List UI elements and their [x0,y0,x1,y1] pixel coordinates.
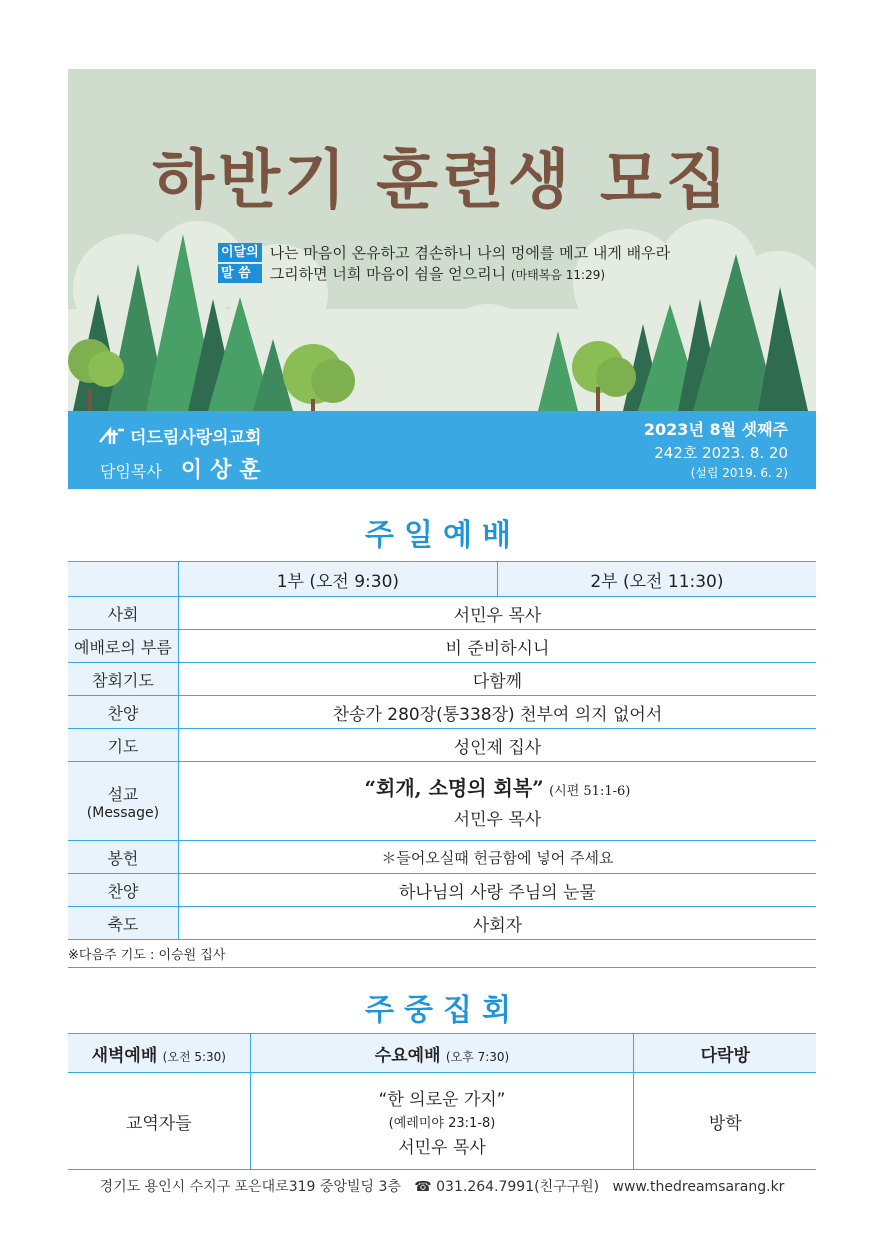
issue-info [644,417,788,481]
sunday-worship-table [68,561,816,940]
church-name: 더드림사랑의교회 [130,428,262,448]
row-label: 축도 [68,907,178,940]
table-row [68,907,816,940]
row-label: 참회기도 [68,663,178,696]
wednesday-sermon-reference: (예레미야 23:1-8) [388,1115,496,1131]
row-label-sub: (Message) [86,804,160,821]
row-label: 사회 [68,597,178,630]
dawn-service-time: (오전 5:30) [162,1049,226,1064]
sermon-reference: (시편 51:1-6) [549,784,631,799]
wednesday-service-cell [250,1073,634,1170]
verse-reference: (마태복음 11:29) [510,268,606,282]
sunday-worship-title: 주일예배 [365,518,521,553]
next-week-note: ※다음주 기도 : 이승원 집사 [68,944,816,968]
row-label: 찬양 [68,696,178,729]
banner [68,69,816,411]
service-1-header: 1부 (오전 9:30) [178,562,497,597]
worship-header-row [68,562,816,597]
small-group-header: 다락방 [634,1034,816,1073]
banner-headline: 하반기 훈련생 모집 [152,144,732,218]
footer [68,1176,816,1196]
row-label: 봉헌 [68,841,178,874]
table-row [68,841,816,874]
sermon-cell [178,762,816,841]
table-row [68,630,816,663]
gathering-body-row [68,1073,816,1170]
row-label: 예배로의 부름 [68,630,178,663]
table-row [68,874,816,907]
weekday-gathering-title: 주중집회 [365,993,521,1028]
sermon-label-cell [68,762,178,841]
row-value: 비 준비하시니 [178,630,816,663]
church-logo [98,423,261,448]
row-value: 다함께 [178,663,816,696]
dawn-service-leader: 교역자들 [68,1073,250,1170]
small-group-status: 방학 [634,1073,816,1170]
sermon-row [68,762,816,841]
founded-date: (설립 2019. 6. 2) [690,466,788,480]
pastor-label: 담임목사 [100,462,162,481]
telephone-icon: ☎ [414,1179,432,1195]
wednesday-service-header [250,1034,634,1073]
wednesday-service-name: 수요예배 [374,1045,441,1066]
church-logo-icon [98,426,126,446]
weekday-gathering-table [68,1033,816,1170]
row-value: 찬송가 280장(통338장) 천부여 의지 없어서 [178,696,816,729]
verse-tag [218,243,262,285]
verse-tag-line2: 말 씀 [218,264,262,283]
row-value: 서민우 목사 [178,597,816,630]
phone-number: 031.264.7991(친구구원) [436,1179,600,1195]
verse-line1: 나는 마음이 온유하고 겸손하니 나의 멍에를 메고 내게 배우라 [269,244,671,262]
dawn-service-name: 새벽예배 [91,1045,158,1066]
week-label: 2023년 8월 셋째주 [643,420,788,439]
gathering-header-row [68,1034,816,1073]
website-link[interactable]: www.thedreamsarang.kr [612,1179,785,1195]
pastor-name: 이상훈 [180,458,269,483]
table-row [68,729,816,762]
forest-illustration [68,69,816,411]
church-address: 경기도 용인시 수지구 포은대로319 중앙빌딩 3층 [99,1179,401,1195]
pastor-info [100,453,269,484]
wednesday-sermon-title: “한 의로운 가지” [378,1089,506,1110]
row-label: 찬양 [68,874,178,907]
row-value: ＊들어오실때 헌금함에 넣어 주세요 [178,841,816,874]
row-value: 사회자 [178,907,816,940]
service-2-header: 2부 (오전 11:30) [497,562,816,597]
verse-tag-line1: 이달의 [218,243,262,262]
table-row [68,597,816,630]
church-info-bar [68,411,816,489]
table-row [68,696,816,729]
verse-line2: 그리하면 너희 마음이 쉼을 얻으리니 [269,265,507,283]
row-value: 서민우 목사 [453,810,542,830]
row-label: 설교 [107,784,139,804]
wednesday-service-time: (오후 7:30) [445,1049,510,1064]
verse-text [270,243,670,286]
row-value: 하나님의 사랑 주님의 눈물 [178,874,816,907]
dawn-service-header [68,1034,250,1073]
wednesday-preacher: 서민우 목사 [398,1137,486,1158]
sermon-title: “회개, 소명의 회복” [364,776,544,800]
issue-number: 242호 2023. 8. 20 [654,444,788,462]
row-value: 성인제 집사 [178,729,816,762]
row-label: 기도 [68,729,178,762]
monthly-verse [218,243,670,286]
header-empty-cell [68,562,178,597]
table-row [68,663,816,696]
